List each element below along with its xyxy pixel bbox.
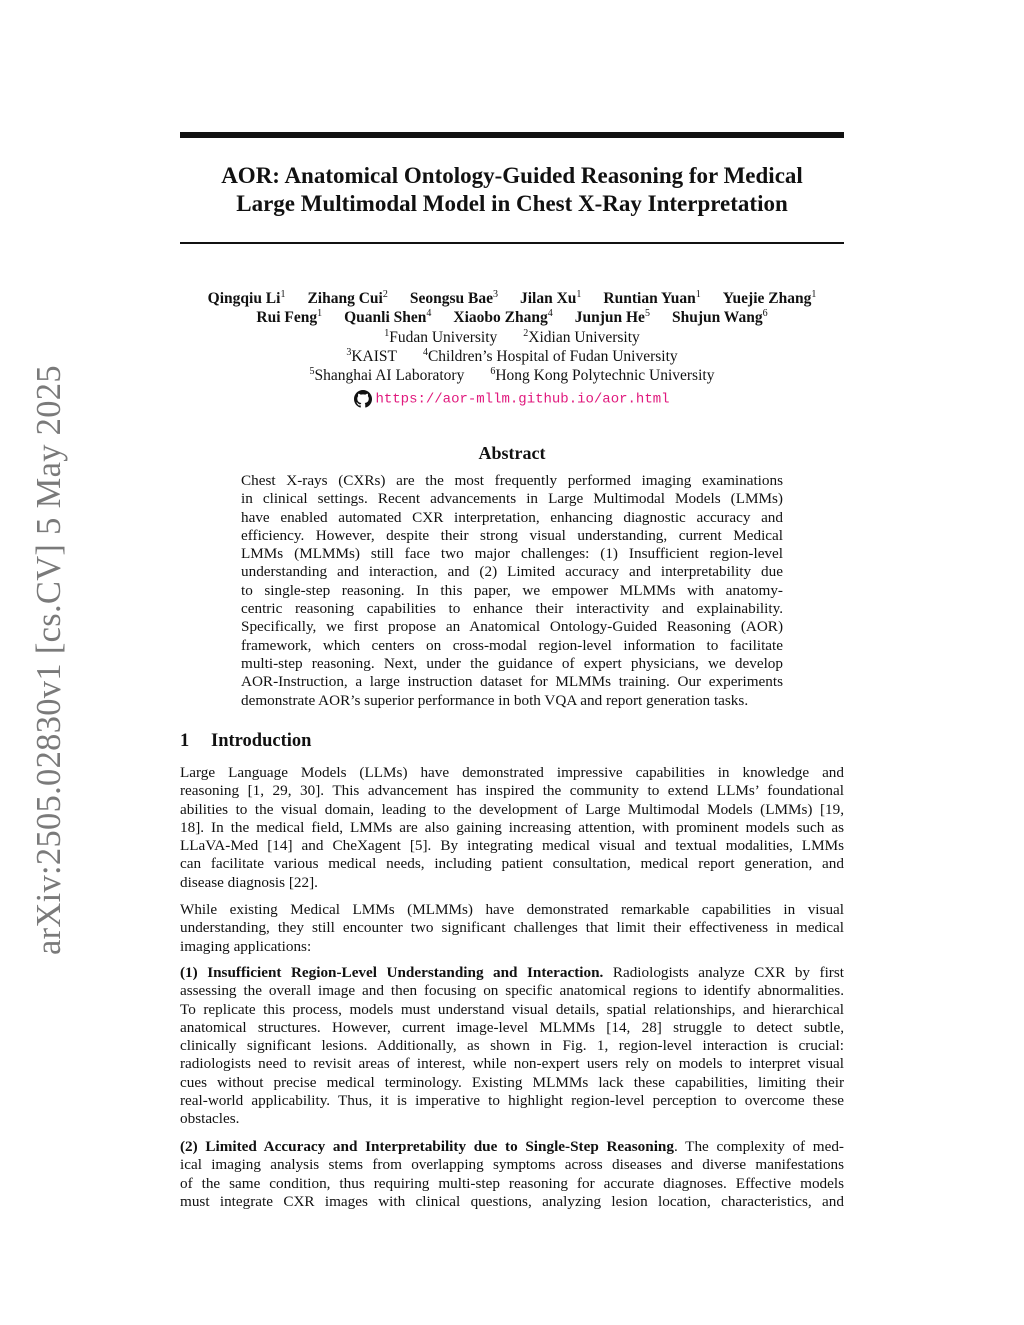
abstract-line: LMMs (MLMMs) still face two major challenges: (1) Insufficient region-level <box>241 545 783 563</box>
challenge-1-lead: (1) Insufficient Region-Level Understanding and Interaction. <box>180 964 604 981</box>
body-line: anatomical structures. However, current image-level MLMMs [14, 28] struggle to detect subtle, <box>180 1018 844 1036</box>
author: Xiaobo Zhang$^4$ <box>453 308 553 326</box>
abstract-line: to single-step reasoning. In this paper, we empower MLMMs with anatomy- <box>241 581 783 599</box>
body-line: Large Language Models (LLMs) have demonstrated impressive capabilities in knowledge and <box>180 764 844 781</box>
affiliation: $^3$KAIST <box>346 347 397 365</box>
challenge-2-lead: (2) Limited Accuracy and Interpretability due to Single-Step Reasoning <box>180 1138 674 1155</box>
paper-title <box>180 162 844 218</box>
author: Runtian Yuan$^1$ <box>603 289 701 307</box>
abstract-line: efficiency. However, despite their strong visual understanding, current Medical <box>241 526 783 544</box>
arxiv-stamp: arXiv:2505.02830v1 [cs.CV] 5 May 2025 <box>30 365 68 955</box>
abstract-line: Chest X-rays (CXRs) are the most frequently performed imaging examinations <box>241 472 783 489</box>
title-line: Large Multimodal Model in Chest X-Ray Interpretation <box>236 191 788 216</box>
title-line: AOR: Anatomical Ontology-Guided Reasoning for Medical <box>221 163 803 188</box>
body-line: can facilitate various medical needs, including patient consultation, medical report generation, and <box>180 855 844 873</box>
affiliation: $^4$Children’s Hospital of Fudan University <box>422 347 678 365</box>
body-line: understanding, they still encounter two significant challenges that limit their effectiveness in medical <box>180 919 844 937</box>
challenge-1-paragraph <box>180 964 844 1129</box>
body-line: radiologists need to revisit areas of interest, while non-expert users rely on models to interpret visual <box>180 1055 844 1073</box>
project-link-row <box>180 390 844 410</box>
author: Rui Feng$^1$ <box>256 308 323 326</box>
body-line: assessing the overall image and then focusing on specific anatomical regions to identify abnormalities. <box>180 982 844 1000</box>
intro-paragraph-2 <box>180 901 844 956</box>
body-line: obstacles. <box>180 1110 240 1128</box>
abstract-line: Specifically, we first propose an Anatomical Ontology-Guided Reasoning (AOR) <box>241 618 783 636</box>
body-line: clinically significant lesions. Additionally, as shown in Fig. 1, region-level interaction is crucial: <box>180 1037 844 1055</box>
body-line: (2) Limited Accuracy and Interpretability due to Single-Step Reasoning. The complexity of med- <box>180 1138 844 1155</box>
github-icon <box>354 390 372 408</box>
author-row <box>180 289 844 308</box>
abstract-body <box>241 472 783 710</box>
body-line: reasoning [1, 29, 30]. This advancement has inspired the community to extend LLMs’ foundational <box>180 782 844 800</box>
body-line: abilities to the visual domain, leading to the development of Large Multimodal Models (LMMs) [19, <box>180 800 844 818</box>
body-line: (1) Insufficient Region-Level Understanding and Interaction. Radiologists analyze CXR by first <box>180 964 844 981</box>
body-line: disease diagnosis [22]. <box>180 873 318 891</box>
abstract-line: centric reasoning capabilities to enhance their interactivity and explainability. <box>241 600 783 618</box>
abstract-line: demonstrate AOR’s superior performance in both VQA and report generation tasks. <box>241 691 749 709</box>
body-line: of the same condition, thus requiring multi-step reasoning for accurate diagnoses. Effective models <box>180 1174 844 1192</box>
section-number: 1 <box>180 731 190 751</box>
abstract-line: in clinical settings. Recent advancements in Large Multimodal Models (LMMs) <box>241 490 783 508</box>
affiliation-row <box>180 328 844 347</box>
author: Quanli Shen$^4$ <box>344 308 432 326</box>
author-list <box>180 289 844 327</box>
body-line: 18]. In the medical field, LMMs are also gaining increasing attention, with prominent models such as <box>180 818 844 836</box>
abstract-heading: Abstract <box>478 443 546 463</box>
author: Yuejie Zhang$^1$ <box>722 289 817 307</box>
body-line: ical imaging analysis stems from overlapping symptoms across diseases and diverse manifestations <box>180 1156 844 1174</box>
author: Seongsu Bae$^3$ <box>409 289 498 307</box>
affiliation: $^5$Shanghai AI Laboratory <box>309 366 465 384</box>
intro-paragraph-1 <box>180 764 844 892</box>
affiliation: $^6$Hong Kong Polytechnic University <box>490 366 715 384</box>
project-link[interactable]: https://aor-mllm.github.io/aor.html <box>375 391 670 408</box>
affiliation-row <box>180 347 844 366</box>
body-line: must integrate CXR images with clinical questions, analyzing lesion location, characteristics, and <box>180 1192 844 1210</box>
author-row <box>180 308 844 327</box>
affiliation: $^2$Xidian University <box>523 328 640 346</box>
author: Jilan Xu$^1$ <box>519 289 582 307</box>
body-line: real-world applicability. Thus, it is imperative to highlight region-level perception to overcome these <box>180 1092 844 1110</box>
affiliation: $^1$Fudan University <box>384 328 498 346</box>
body-line: cues without precise medical terminology. Existing MLMMs lack these capabilities, limiting their <box>180 1073 844 1091</box>
body-line: imaging applications: <box>180 937 312 955</box>
challenge-2-paragraph <box>180 1138 844 1211</box>
abstract-line: framework, which centers on cross-modal region-level information to facilitate <box>241 636 783 654</box>
affiliation-row <box>180 366 844 385</box>
title-top-rule <box>180 132 844 138</box>
abstract-line: understanding and interaction, and (2) Limited accuracy and interpretability due <box>241 563 783 581</box>
author: Zihang Cui$^2$ <box>307 289 388 307</box>
author: Junjun He$^5$ <box>574 308 650 326</box>
author: Shujun Wang$^6$ <box>671 308 768 326</box>
section-heading <box>180 731 311 752</box>
body-line: While existing Medical LMMs (MLMMs) have demonstrated remarkable capabilities in visual <box>180 901 844 918</box>
abstract-line: AOR-Instruction, a large instruction dataset for MLMMs training. Our experiments <box>241 673 783 691</box>
abstract-line: have enabled automated CXR interpretation, enhancing diagnostic accuracy and <box>241 508 783 526</box>
author: Qingqiu Li$^1$ <box>207 289 286 307</box>
section-title: Introduction <box>211 731 312 751</box>
abstract-line: multi-step reasoning. Next, under the guidance of expert physicians, we develop <box>241 654 783 672</box>
title-bottom-rule <box>180 242 844 244</box>
body-line: To replicate this process, models must understand visual details, spatial relationships, and hierarchical <box>180 1000 844 1018</box>
body-line: LLaVA-Med [14] and CheXagent [5]. By integrating medical visual and textual modalities, LMMs <box>180 837 844 855</box>
